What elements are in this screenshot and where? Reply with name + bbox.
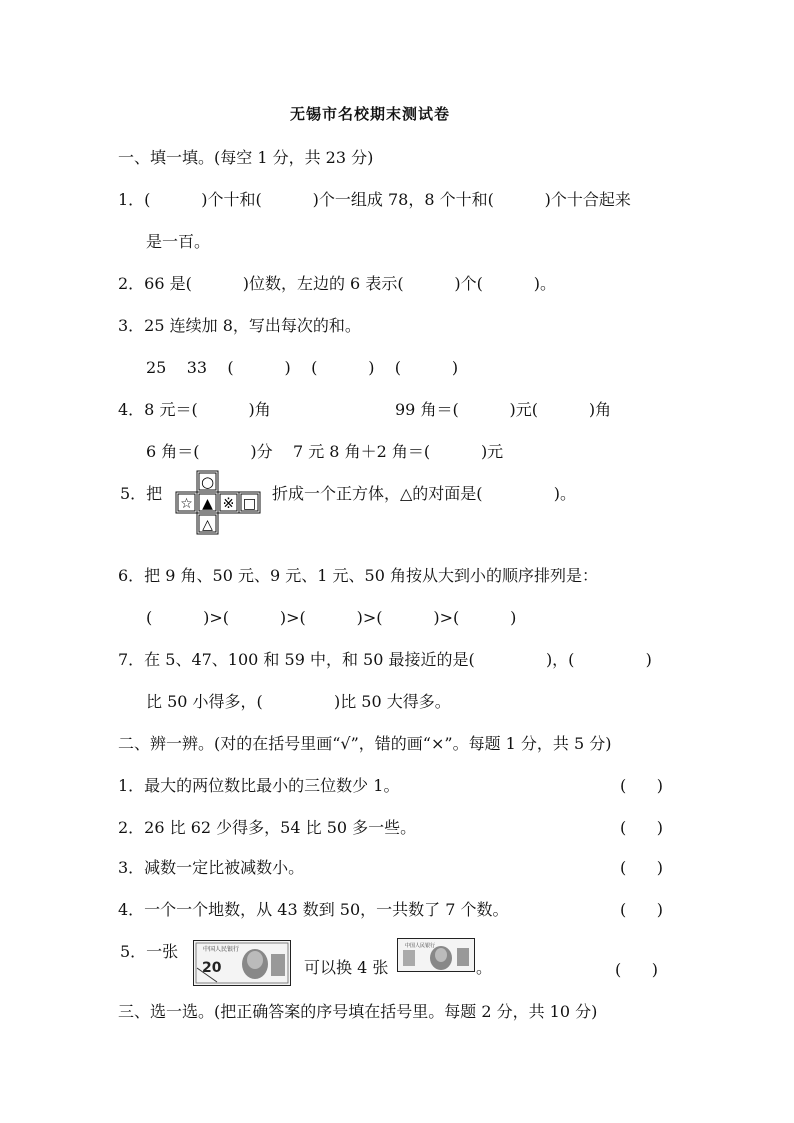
net-face-star: ☆ (180, 496, 193, 512)
s2-item-3: 3．减数一定比被减数小。 (118, 858, 305, 877)
s1-q7-line2: 比 50 小得多，( )比 50 大得多。 (146, 692, 451, 711)
s1-q5-suffix: 折成一个正方体，△的对面是( )。 (272, 484, 576, 503)
s2-item-5-answer: ( ) (615, 960, 658, 979)
s2-item-5-mid: 可以换 4 张 (304, 958, 389, 977)
page-title: 无锡市名校期末测试卷 (290, 105, 451, 123)
s1-q2: 2．66 是( )位数，左边的 6 表示( )个( )。 (118, 274, 557, 293)
s1-q6-line1: 6．把 9 角、50 元、9 元、1 元、50 角按从大到小的顺序排列是： (118, 566, 598, 585)
s2-item-2-answer: ( ) (620, 818, 663, 837)
bill20-bank-name: 中国人民银行 (203, 946, 240, 953)
bill5-bank-name: 中国人民银行 (405, 943, 436, 949)
s2-item-4-answer: ( ) (620, 900, 663, 919)
s1-q1-line1: 1．( )个十和( )个一组成 78，8 个十和( )个十合起来 (118, 190, 631, 209)
s1-q6-line2: ( )>( )>( )>( )>( ) (146, 608, 517, 627)
s2-item-3-answer: ( ) (620, 858, 663, 877)
s2-item-4: 4．一个一个地数，从 43 数到 50，一共数了 7 个数。 (118, 900, 509, 919)
net-face-reference-mark: ※ (222, 496, 235, 512)
s1-q4-line1-a: 4．8 元＝( )角 (118, 400, 271, 419)
five-yuan-banknote (397, 938, 475, 972)
s2-item-2: 2．26 比 62 少得多，54 比 50 多一些。 (118, 818, 417, 837)
net-face-square: □ (242, 496, 257, 512)
s2-item-5-end: 。 (476, 958, 493, 977)
s1-q1-line2: 是一百。 (146, 232, 211, 251)
section1-heading: 一、填一填。(每空 1 分，共 23 分) (118, 148, 374, 167)
bill20-value: 20 (202, 960, 222, 976)
s1-q3-sequence: 25 33 ( ) ( ) ( ) (146, 358, 459, 377)
s1-q4-line1-b: 99 角＝( )元( )角 (395, 400, 612, 419)
s2-item-1-answer: ( ) (620, 776, 663, 795)
section3-heading: 三、选一选。(把正确答案的序号填在括号里。每题 2 分，共 10 分) (118, 1002, 598, 1021)
net-face-circle: ○ (200, 473, 215, 491)
s2-item-5-prefix: 5．一张 (120, 942, 179, 961)
s2-item-1: 1．最大的两位数比最小的三位数少 1。 (118, 776, 400, 795)
twenty-yuan-banknote (193, 940, 291, 986)
net-face-triangle: △ (202, 517, 213, 533)
cube-net-figure (173, 470, 265, 536)
net-face-filled-triangle: ▲ (202, 496, 213, 512)
s1-q7-line1: 7．在 5、47、100 和 59 中，和 50 最接近的是( )，( ) (118, 650, 652, 669)
s1-q3: 3．25 连续加 8，写出每次的和。 (118, 316, 361, 335)
s1-q4-line2: 6 角＝( )分 7 元 8 角＋2 角＝( )元 (146, 442, 504, 461)
section2-heading: 二、辨一辨。(对的在括号里画“√”，错的画“×”。每题 1 分，共 5 分) (118, 734, 612, 753)
s1-q5-prefix: 5．把 (120, 484, 163, 503)
